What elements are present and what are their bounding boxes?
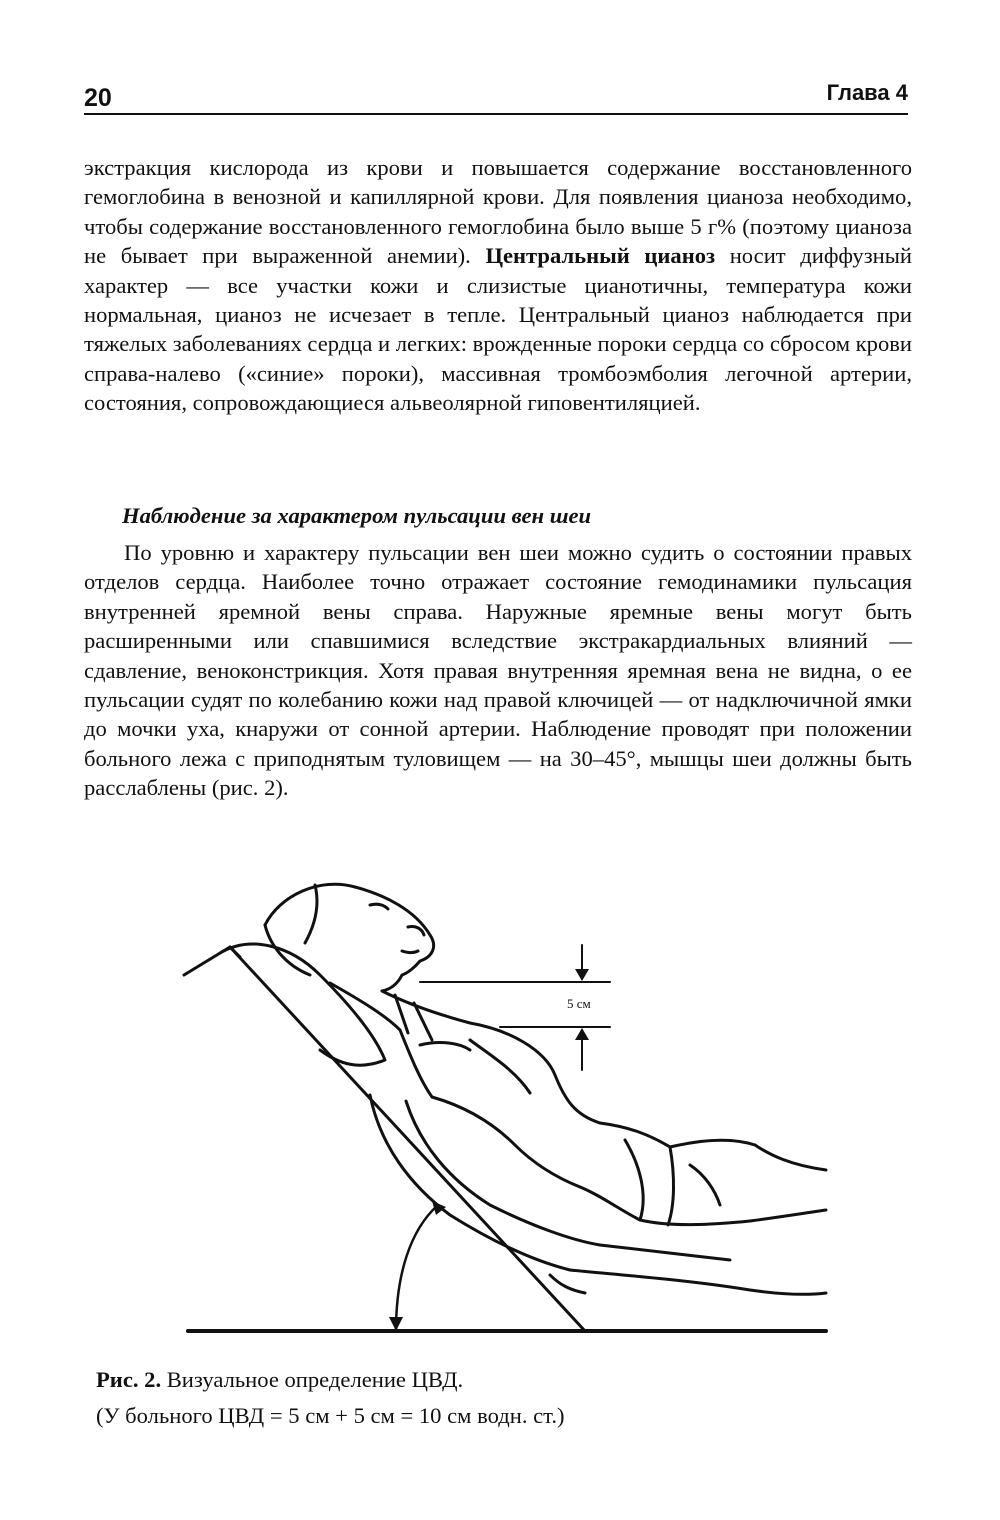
patient-drawing xyxy=(170,865,840,1345)
paragraph-cyanosis-part1: экстракция кислорода из крови и повышается содержание восстановленного гемоглобина в венозной и капиллярной крови. Для появления цианоза необходимо, чтобы содержание восстановленного гемоглобина было выше 5 г% (поэтому цианоза не бывает при выраженной анемии). xyxy=(84,155,912,269)
page-number: 20 xyxy=(84,84,112,112)
caption-label: Рис. 2. xyxy=(96,1367,162,1392)
section-heading: Наблюдение за характером пульсации вен шеи xyxy=(122,503,592,528)
figure-caption xyxy=(96,1362,565,1434)
header-rule xyxy=(84,113,908,115)
caption-line-2: (У больного ЦВД = 5 см + 5 см = 10 см водн. ст.) xyxy=(96,1403,565,1428)
paragraph-neck-veins: По уровню и характеру пульсации вен шеи можно судить о состоянии правых отделов сердца. Наиболее точно отражает состояние гемодинамики пульсация внутренней яремной вены справа. Наружные яремные вены могут быть расширенными или спавшимися вследствие экстракардиальных влияний — сдавление, веноконстрикция. Хотя правая внутренняя яремная вена не видна, о ее пульсации судят по колебанию кожи над правой ключицей — от надключичной ямки до мочки уха, кнаружи от сонной артерии. Наблюдение проводят при положении больного лежа с приподнятым туловищем — на 30–45°, мышцы шеи должны быть расслаблены (рис. 2). xyxy=(84,540,912,801)
figure-cvp-illustration xyxy=(170,865,840,1345)
paragraph-cyanosis-part2: носит диффузный характер — все участки кожи и слизистые цианотичны, температура кожи нормальная, цианоз не исчезает в тепле. Центральный цианоз наблюдается при тяжелых заболеваниях сердца и легких: врожденные пороки сердца со сбросом крови справа-налево («синие» пороки), массивная тромбоэмболия легочной артерии, состояния, сопровождающиеся альвеолярной гиповентиляцией. xyxy=(84,243,913,416)
measure-label: 5 см xyxy=(567,996,591,1011)
chapter-title: Глава 4 xyxy=(826,80,908,105)
caption-line-1 xyxy=(96,1362,565,1398)
caption-text: Визуальное определение ЦВД. xyxy=(161,1367,464,1392)
term-central-cyanosis: Центральный цианоз xyxy=(485,243,716,269)
page-header xyxy=(84,78,908,116)
paragraph-cyanosis xyxy=(84,153,912,418)
